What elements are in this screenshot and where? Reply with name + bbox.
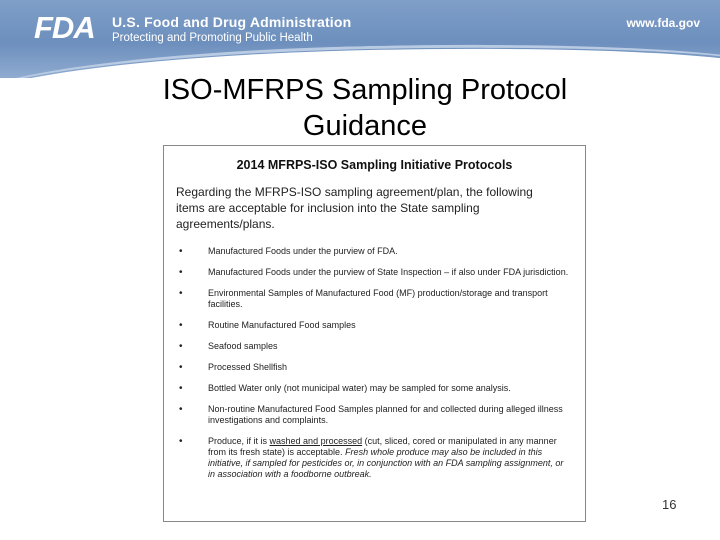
list-item: • Non-routine Manufactured Food Samples planned for and collected during alleged illness investigations and complaints. [179, 404, 563, 425]
document-heading: 2014 MFRPS-ISO Sampling Initiative Protocols [236, 158, 513, 172]
bullet-icon: • [179, 436, 183, 447]
protocol-document [163, 145, 586, 522]
list-item: • Environmental Samples of Manufactured Food (MF) production/storage and transport facilities. [179, 288, 548, 309]
bullet-icon: • [179, 362, 183, 373]
header-banner [0, 0, 720, 78]
bullet-icon: • [179, 267, 183, 278]
bullet-icon: • [179, 383, 183, 394]
slide-title: ISO-MFRPS Sampling Protocol Guidance [162, 74, 568, 142]
list-item: • Seafood samples [179, 341, 278, 352]
list-item: • Processed Shellfish [179, 362, 288, 373]
document-intro: Regarding the MFRPS-ISO sampling agreement/plan, the following items are acceptable for inclusion into the State sampling agreements/plans. [176, 185, 533, 231]
protocol-list [176, 246, 571, 490]
bullet-icon: • [179, 288, 183, 299]
page-number: 16 [662, 497, 677, 512]
list-item: • Routine Manufactured Food samples [179, 320, 356, 331]
bullet-icon: • [179, 341, 183, 352]
agency-name: U.S. Food and Drug Administration [112, 14, 352, 30]
list-item: • Bottled Water only (not municipal water) may be sampled for some analysis. [179, 383, 511, 394]
list-item: • Produce, if it is washed and processed (cut, sliced, cored or manipulated in any manner from its fresh state) is acceptable. Fresh whole produce may also be included in this initiative, if sampled for pesticides or, in conjunction with an FDA sampling assignment, or in association with a foodborne outbreak. [179, 436, 564, 479]
bullet-icon: • [179, 404, 183, 415]
bullet-icon: • [179, 246, 183, 257]
list-item: • Manufactured Foods under the purview of FDA. [179, 246, 398, 257]
fda-logo: FDA [34, 10, 95, 45]
bullet-icon: • [179, 320, 183, 331]
list-item: • Manufactured Foods under the purview of State Inspection – if also under FDA jurisdiction. [179, 267, 569, 278]
site-url[interactable]: www.fda.gov [626, 16, 700, 30]
agency-tagline: Protecting and Promoting Public Health [112, 32, 313, 44]
